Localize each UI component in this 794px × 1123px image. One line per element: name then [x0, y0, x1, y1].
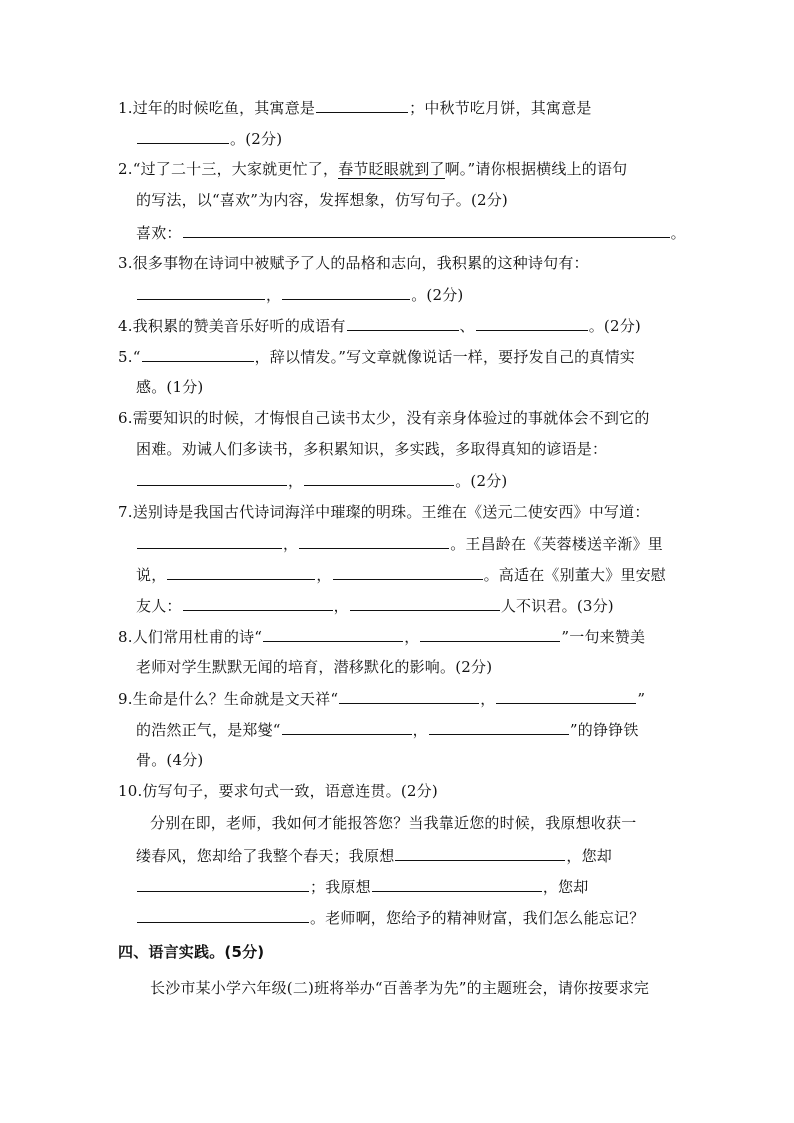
q6-line-1: 6.需要知识的时候，才悔恨自己读书太少，没有亲身体验过的事就体会不到它的: [118, 409, 650, 427]
underlined-phrase: 春节眨眼就到了: [338, 160, 445, 178]
q7-line-2: ， 。王昌龄在《芙蓉楼送辛渐》里: [136, 533, 663, 554]
q5-line-2: 感。(1分): [136, 378, 204, 396]
q10-line-3: 缕春风，您却给了我整个春天；我原想 ，您却: [136, 847, 613, 865]
answer-blank[interactable]: [282, 719, 412, 735]
q6-line-2: 困难。劝诫人们多读书，多积累知识，多实践，多取得真知的谚语是：: [136, 440, 608, 458]
answer-blank[interactable]: [137, 907, 309, 923]
answer-blank[interactable]: [142, 346, 254, 362]
q1-line-1: 1.过年的时候吃鱼，其寓意是 ；中秋节吃月饼，其寓意是: [118, 99, 592, 117]
q9-line-3: 骨。(4分): [136, 751, 204, 769]
q1-line-2: 。(2分): [136, 128, 282, 149]
q2-line-1: 2.“过了二十三，大家就更忙了，春节眨眼就到了啊。”请你根据横线上的语句: [118, 160, 628, 178]
q8-line-1: 8.人们常用杜甫的诗“ ， ”一句来赞美: [118, 628, 646, 646]
answer-blank[interactable]: [137, 876, 309, 892]
q9-line-2: 的浩然正气，是郑燮“ ， ”的铮铮铁: [136, 721, 639, 739]
q8-line-2: 老师对学生默默无闻的培育，潜移默化的影响。(2分): [136, 658, 493, 676]
section-4-heading: 四、语言实践。(5分): [118, 943, 265, 961]
q10-line-5: 。老师啊，您给予的精神财富，我们怎么能忘记？: [136, 907, 644, 928]
answer-blank[interactable]: [395, 845, 565, 861]
q7-line-4: 友人： ， 人不识君。(3分): [136, 597, 614, 615]
q3-line-2: ， 。(2分): [136, 284, 463, 305]
answer-blank[interactable]: [167, 564, 315, 580]
answer-blank[interactable]: [304, 470, 454, 486]
answer-blank[interactable]: [137, 470, 287, 486]
q4-line-1: 4.我积累的赞美音乐好听的成语有 、 。(2分): [118, 317, 641, 335]
q2-line-3: 喜欢： 。: [136, 224, 686, 242]
q6-line-3: ， 。(2分): [136, 470, 507, 491]
answer-blank[interactable]: [350, 595, 500, 611]
answer-blank[interactable]: [299, 533, 449, 549]
answer-blank[interactable]: [183, 595, 333, 611]
answer-blank[interactable]: [263, 626, 403, 642]
answer-blank[interactable]: [137, 128, 229, 144]
answer-blank[interactable]: [347, 315, 459, 331]
answer-blank[interactable]: [316, 97, 408, 113]
q7-line-3: 说， ， 。高适在《别董大》里安慰: [136, 566, 667, 584]
answer-blank[interactable]: [429, 719, 569, 735]
q10-line-2: 分别在即，老师，我如何才能报答您？当我靠近您的时候，我原想收获一: [150, 814, 637, 832]
answer-blank[interactable]: [137, 533, 282, 549]
q10-line-1: 10.仿写句子，要求句式一致，语意连贯。(2分): [118, 782, 438, 800]
q10-line-4: ；我原想 ，您却: [136, 876, 588, 897]
answer-blank[interactable]: [183, 222, 670, 238]
answer-blank[interactable]: [496, 688, 636, 704]
section-4-text: 长沙市某小学六年级(二)班将举办“百善孝为先”的主题班会，请你按要求完: [150, 979, 650, 997]
answer-blank[interactable]: [339, 688, 479, 704]
answer-blank[interactable]: [476, 315, 588, 331]
answer-blank[interactable]: [372, 876, 542, 892]
answer-blank[interactable]: [420, 626, 560, 642]
q7-line-1: 7.送别诗是我国古代诗词海洋中璀璨的明珠。王维在《送元二使安西》中写道：: [118, 503, 650, 521]
q2-line-2: 的写法，以“喜欢”为内容，发挥想象，仿写句子。(2分): [136, 191, 508, 209]
answer-blank[interactable]: [137, 284, 265, 300]
answer-blank[interactable]: [282, 284, 410, 300]
q3-line-1: 3.很多事物在诗词中被赋予了人的品格和志向，我积累的这种诗句有：: [118, 254, 589, 272]
answer-blank[interactable]: [333, 564, 483, 580]
q5-line-1: 5.“ ，辞以情发。”写文章就像说话一样，要抒发自己的真情实: [118, 348, 635, 366]
q9-line-1: 9.生命是什么？生命就是文天祥“ ， ”: [118, 690, 646, 708]
